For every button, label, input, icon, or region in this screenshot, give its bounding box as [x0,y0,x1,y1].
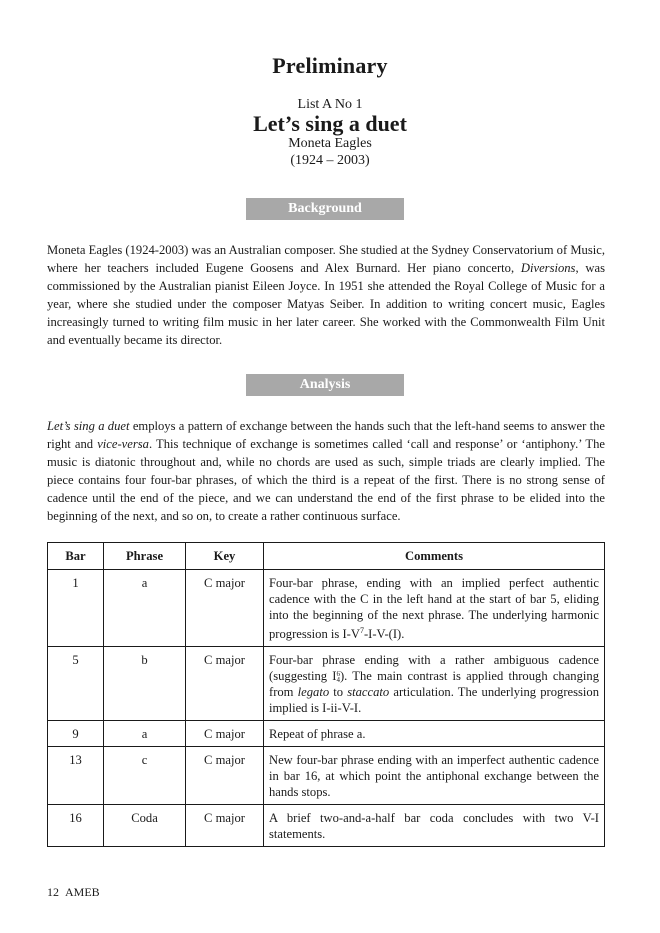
background-text: Moneta Eagles (1924-2003) was an Australian composer. She studied at the Sydney Conservatorium of Music, where her teachers included Eugene Goosens and Alex Burnard. Her piano concerto, [47,243,605,275]
cell-phrase: c [104,747,186,805]
table-row [48,570,605,647]
comment-text: New four-bar phrase ending with an imperfect authentic cadence in bar 16, at which point the antiphonal exchange between the hands stops. [269,753,599,800]
comment-text: to [329,685,348,700]
cell-phrase: a [104,570,186,647]
cell-comments [264,570,605,647]
table-row [48,747,605,805]
cell-key: C major [186,570,264,647]
analysis-italic: Let’s sing a duet [47,419,130,433]
cell-bar: 16 [48,805,104,847]
comment-text: -I-V-(I). [363,627,405,642]
background-paragraph [47,241,605,349]
comment-text: Repeat of phrase a. [269,727,366,742]
cell-bar: 9 [48,721,104,747]
header-key: Key [186,543,264,570]
comment-italic: staccato [347,685,390,700]
comment-text: articulation. The underlying progression implied is I-ii-V-I. [269,685,599,716]
comment-text: A brief two-and-a-half bar coda concludes with two V-I statements. [269,811,599,842]
cell-phrase: Coda [104,805,186,847]
cell-phrase: a [104,721,186,747]
table-row [48,805,605,847]
comment-superscript: 7 [359,626,364,635]
cell-bar: 1 [48,570,104,647]
cell-comments [264,747,605,805]
background-text: , was commissioned by the Australian pianist Eileen Joyce. In 1951 she attended the Royal College of Music for a year, where she studied under the composer Matyas Seiber. In addition to writing concert music, Eagles increasingly turned to writing film music in her later career. She worked with the Commonwealth Film Unit and eventually became its director. [47,261,605,347]
background-italic: Diversions [520,261,576,275]
comment-italic: legato [297,685,330,700]
page-footer [47,885,106,900]
section-heading-background: Background [246,198,404,220]
header-comments: Comments [264,543,605,570]
page-number: 12 [47,885,59,899]
analysis-italic: vice-versa [97,437,149,451]
figure-lower: 4 [336,676,340,685]
page-heading: Preliminary [272,53,388,78]
table-row [48,647,605,721]
header-phrase: Phrase [104,543,186,570]
analysis-text: . This technique of exchange is sometimes called ‘call and response’ or ‘antiphony.’ The music is diatonic throughout and, while no chords are used as such, simple triads are clearly implied. The piece contains four four-bar phrases, of which the third is a repeat of the first. There is no strong sense of cadence until the end of the piece, and we can understand the end of the first phrase to be elided into the beginning of the next, and so on, to create a rather continuous surface. [47,437,605,523]
cell-key: C major [186,647,264,721]
table-row [48,721,605,747]
cell-key: C major [186,805,264,847]
figure-upper: 6 [336,670,340,679]
comment-text: ). The main contrast is applied through changing from [269,669,599,700]
cell-bar: 13 [48,747,104,805]
composer-years: (1924 – 2003) [290,153,370,168]
comment-text: Four-bar phrase, ending with an implied perfect authentic cadence with the C in the left hand at the start of bar 5, eliding into the beginning of the next phrase. The underlying harmonic progression is I-V [269,576,599,642]
piece-title: Let’s sing a duet [253,111,407,136]
list-number: List A No 1 [297,97,363,112]
analysis-text: employs a pattern of exchange between the hands such that the left-hand seems to answer the right and [47,419,605,451]
analysis-table [47,542,605,847]
cell-phrase: b [104,647,186,721]
cell-comments [264,721,605,747]
composer-name: Moneta Eagles [288,136,372,151]
cell-bar: 5 [48,647,104,721]
cell-key: C major [186,721,264,747]
cell-key: C major [186,747,264,805]
publisher-name: AMEB [65,885,100,899]
analysis-paragraph [47,417,605,525]
table-header-row [48,543,605,570]
cell-comments [264,647,605,721]
comment-text: Four-bar phrase ending with a rather ambiguous cadence (suggesting I [269,653,599,684]
section-heading-analysis: Analysis [246,374,404,396]
cell-comments [264,805,605,847]
header-bar: Bar [48,543,104,570]
